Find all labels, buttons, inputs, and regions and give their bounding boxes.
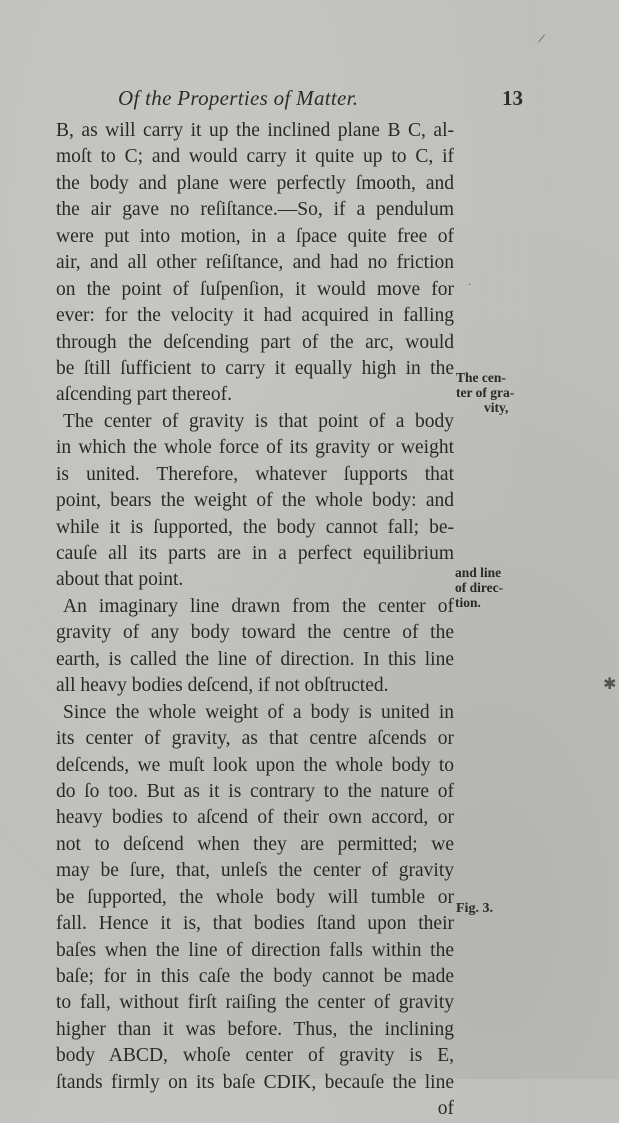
ink-blot-icon: ✱ (603, 676, 617, 693)
margin-note-line-of-direction (455, 565, 503, 610)
text-line: earth, is called the line of direction. In this line (56, 648, 454, 670)
text-line: the air gave no reſiſtance.—So, if a pendulum (56, 199, 454, 221)
paragraph-start: Since the whole weight of a body is united in (63, 701, 454, 723)
margin-note-line: The cen- (456, 370, 506, 385)
text-line: through the deſcending part of the arc, would (56, 331, 454, 353)
catchword: of (437, 1098, 454, 1120)
text-line: its center of gravity, as that centre aſcends or (56, 728, 454, 750)
body-text (56, 118, 454, 1123)
text-line: aſcending part thereof. (56, 384, 232, 406)
text-line: higher than it was before. Thus, the inclining (56, 1018, 454, 1040)
text-line: in which the whole force of its gravity or weight (56, 437, 454, 459)
page-number: 13 (502, 86, 523, 110)
text-line: to fall, without firſt raiſing the center of gravity (56, 992, 454, 1014)
margin-note-line: ter of gra- (456, 385, 515, 400)
margin-note-line: of direc- (455, 580, 504, 595)
text-line: not to deſcend when they are permitted; we (56, 833, 454, 855)
margin-note-line: tion. (455, 595, 481, 610)
text-line: while it is ſupported, the body cannot fall; be- (56, 516, 454, 538)
text-line: deſcends, we muſt look upon the whole body to (56, 754, 454, 776)
text-line: point, bears the weight of the whole body: and (56, 490, 454, 512)
text-line: be ſtill ſufficient to carry it equally high in the (56, 357, 454, 379)
paragraph-start: An imaginary line drawn from the center of (63, 595, 454, 617)
text-line: all heavy bodies deſcend, if not obſtructed. (56, 675, 389, 697)
text-line: baſes when the line of direction falls within the (56, 939, 454, 961)
text-line: moſt to C; and would carry it quite up to C, if (56, 146, 454, 168)
text-line: ever: for the velocity it had acquired in falling (56, 305, 454, 327)
ink-dot-icon: · (468, 280, 472, 291)
figure-reference: Fig. 3. (456, 901, 493, 916)
text-line: fall. Hence it is, that bodies ſtand upon their (56, 913, 454, 935)
text-line: may be ſure, that, unleſs the center of gravity (56, 860, 454, 882)
margin-note-line: vity, (484, 400, 509, 415)
text-line: is united. Therefore, whatever ſupports that (56, 463, 454, 485)
text-line: cauſe all its parts are in a perfect equilibrium (56, 543, 454, 564)
margin-note-center-of-gravity (456, 370, 514, 415)
text-line: about that point. (56, 569, 184, 591)
text-line: the body and plane were perfectly ſmooth, and (56, 172, 454, 194)
text-line: gravity of any body toward the centre of the (56, 622, 454, 644)
text-line: body ABCD, whoſe center of gravity is E, (56, 1045, 454, 1067)
text-line: air, and all other reſiſtance, and had no friction (56, 252, 454, 274)
text-line: were put into motion, in a ſpace quite free of (56, 225, 454, 247)
ink-mark-icon: / (536, 31, 546, 48)
text-line: do ſo too. But as it is contrary to the nature of (56, 780, 454, 802)
running-title: Of the Properties of Matter. (118, 86, 359, 110)
text-line: heavy bodies to aſcend of their own accord, or (56, 807, 454, 829)
text-line: be ſupported, the whole body will tumble or (56, 886, 454, 908)
text-line: ſtands firmly on its baſe CDIK, becauſe the line (56, 1071, 454, 1093)
paragraph-start: The center of gravity is that point of a body (63, 410, 454, 432)
text-line: on the point of ſuſpenſion, it would move for (56, 278, 454, 300)
text-line: B, as will carry it up the inclined plane B C, al- (56, 120, 454, 141)
text-line: baſe; for in this caſe the body cannot be made (56, 966, 454, 987)
margin-note-line: and line (455, 565, 502, 580)
